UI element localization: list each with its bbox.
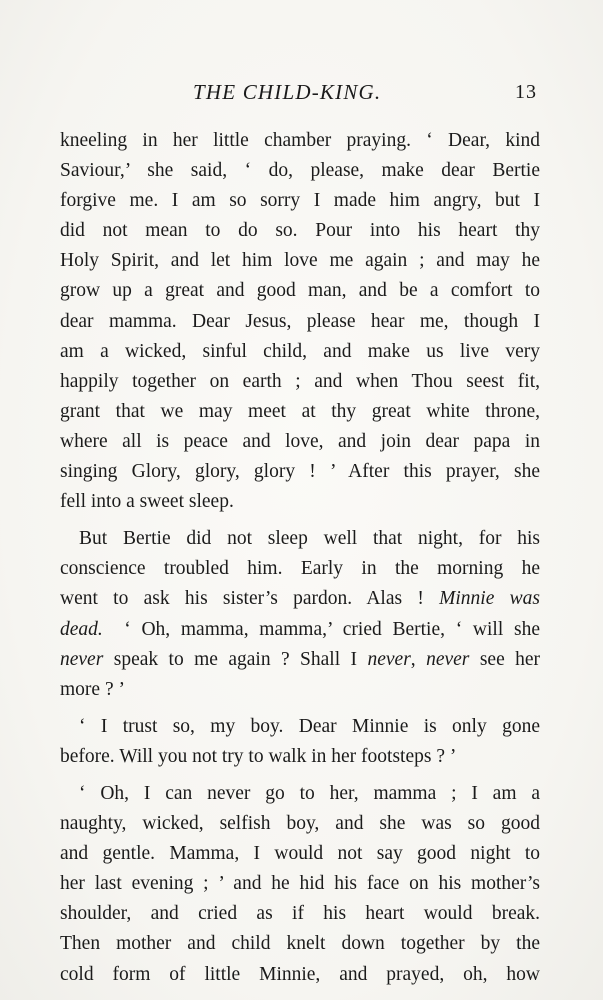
page-number: 13 [515,81,537,103]
text-line: Saviour,’ she said, ‘ do, please, make dear Bertie [60,160,540,182]
text-line: kneeling in her little chamber praying. ‘ Dear, kind [60,130,540,151]
text-line: But Bertie did not sleep well that night, for his [79,528,540,550]
text-line: shoulder, and cried as if his heart would break. [60,903,540,925]
text-line: forgive me. I am so sorry I made him angry, but I [60,190,540,212]
text-run: see her [479,648,541,670]
text-line: grow up a great and good man, and be a comfort to [60,280,540,302]
text-line [60,584,540,614]
body-text [60,126,540,990]
text-line: conscience troubled him. Early in the morning he [60,558,540,580]
text-line [60,615,540,645]
running-title: THE CHILD-KING. [193,80,382,104]
text-line: naughty, wicked, selfish boy, and she was so good [60,813,540,835]
text-line: Holy Spirit, and let him love me again ; and may he [60,250,540,272]
text-line: dear mamma. Dear Jesus, please hear me, though I [60,310,540,332]
italic-text: never [60,648,104,670]
text-line: where all is peace and love, and join dear papa in [60,430,540,452]
text-line: singing Glory, glory, glory ! ’ After this prayer, she [60,461,540,483]
text-run: , [410,648,416,670]
text-line: cold form of little Minnie, and prayed, oh, how [60,963,540,985]
text-line: did not mean to do so. Pour into his heart thy [60,220,540,242]
italic-text: dead. [60,618,103,640]
text-line: happily together on earth ; and when Thou seest fit, [60,370,540,392]
text-line: am a wicked, sinful child, and make us live very [60,340,540,362]
text-line [60,645,540,675]
running-head [0,80,603,110]
text-line: grant that we may meet at thy great white throne, [60,400,540,422]
paragraph-1 [60,126,540,517]
text-line: fell into a sweet sleep. [60,491,234,513]
text-line: and gentle. Mamma, I would not say good night to [60,843,540,865]
italic-text: never [426,648,470,670]
text-line: ‘ I trust so, my boy. Dear Minnie is only gone [79,715,540,737]
paragraph-2 [60,524,540,705]
text-run: ‘ Oh, mamma, mamma,’ cried Bertie, ‘ will she [124,618,540,640]
italic-text: never [367,648,411,670]
text-line: more ? ’ [60,678,125,700]
text-line: her last evening ; ’ and he hid his face on his mother’s [60,873,540,895]
paragraph-4 [60,779,540,990]
text-line: ‘ Oh, I can never go to her, mamma ; I am a [79,782,540,804]
text-line: Then mother and child knelt down together by the [60,933,540,955]
italic-text: Minnie was [439,588,540,610]
paragraph-3 [60,712,540,772]
text-run: speak to me again ? Shall I [113,648,358,670]
text-run: went to ask his sister’s pardon. Alas ! [60,588,424,610]
text-line: before. Will you not try to walk in her footsteps ? ’ [60,745,457,767]
